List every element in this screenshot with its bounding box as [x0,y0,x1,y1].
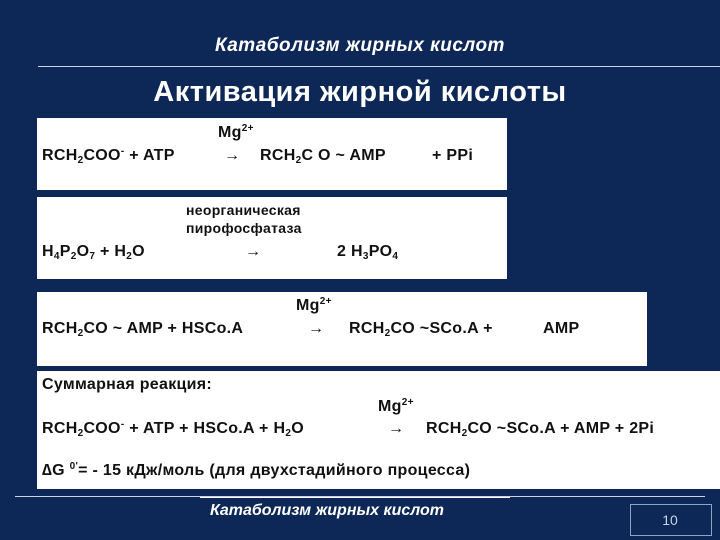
step1-arrow: → [224,147,241,164]
page-number: 10 [662,512,678,528]
step3-arrow: → [308,320,325,337]
footer-title: Катаболизм жирных кислот [210,502,445,519]
summary-reactants: $RCH_2COO^-$ + ATP + HSCo.A + $H_2O$ [42,419,304,439]
step2-enzyme-line1: неорганическая [186,202,301,218]
step1-cofactor: $Mg^{2+}$ [218,123,254,141]
step2-product: 2 $H_3PO_4$ [337,243,399,262]
step1-ppi: + PPi [432,147,474,164]
summary-product: $RCH_2CO$ ~SCo.A + AMP + 2Pi [426,420,655,439]
footer-title-overline [200,497,510,498]
slide-header-title: Катаболизм жирных кислот [215,35,505,56]
step2-enzyme-line2: пирофосфатаза [186,220,302,236]
summary-cofactor: $Mg^{2+}$ [378,397,414,415]
summary-delta-g: ∆G $^{0'}$= - 15 кДж/моль (для двухстадийного процесса) [42,461,471,479]
step2-reactants: $H_4P_2O_7 + H_2O$ [42,243,145,262]
step2-arrow: → [245,243,262,260]
summary-arrow: → [388,420,405,437]
step1-reactants: $RCH_2COO^-$ + ATP [42,146,175,166]
step3-product: $RCH_2CO$ ~SCo.A + [349,320,493,339]
step3-cofactor: $Mg^{2+}$ [296,296,332,314]
step3-amp: AMP [543,320,580,337]
step1-product: $RCH_2C$ O ~ AMP [260,147,386,166]
step3-reactants: $RCH_2CO$ ~ AMP + HSCo.A [42,320,244,339]
slide-subtitle: Активация жирной кислоты [153,76,567,108]
summary-label: Суммарная реакция: [42,376,213,393]
header-divider [38,66,720,67]
